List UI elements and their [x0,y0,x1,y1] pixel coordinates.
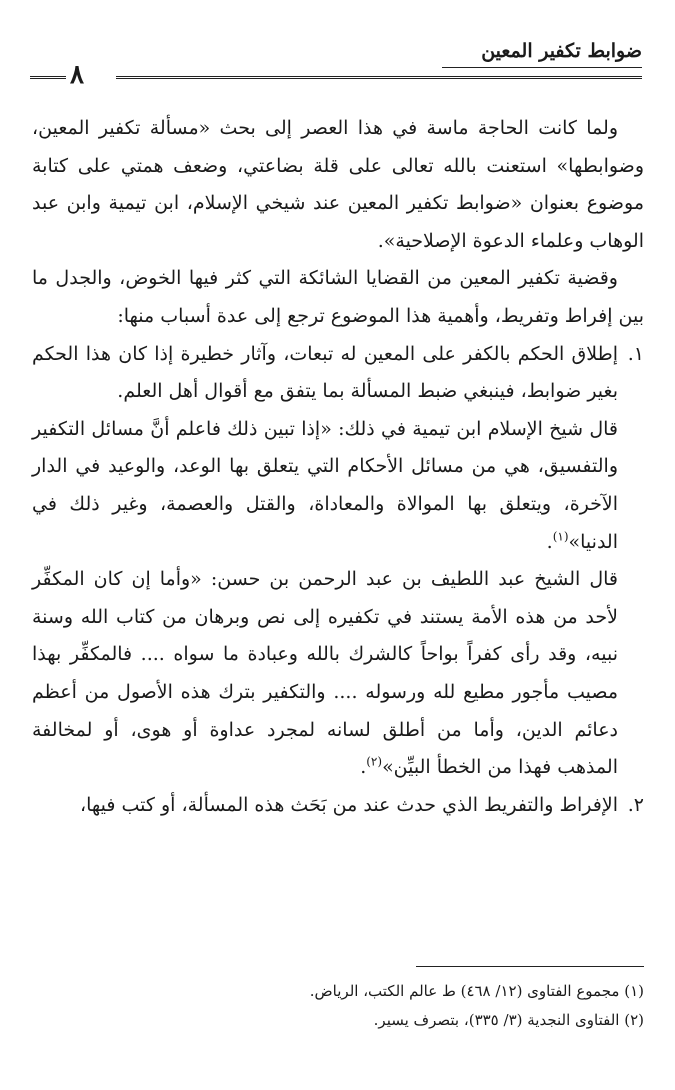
quote-text: قال الشيخ عبد اللطيف بن عبد الرحمن بن حسن: «وأما إن كان المكفِّر لأحد من هذه الأمة يستند في تكفيره إلى نص وبرهان من كتاب الله وسنة نبيه، وقد رأى كفراً بواحاً كالشرك بالله وعبادة ما سواه .... فالمكفِّر بهذا مصيب مأجور مطيع لله ورسوله .... والتكفير بترك هذه الأصول من أعظم دعائم الدين، وأما من أطلق لسانه لمجرد عداوة أو هوى، أو لمخالفة المذهب فهذا من الخطأ البيِّن» [32,568,618,779]
paragraph-importance: وقضية تكفير المعين من القضايا الشائكة التي كثر فيها الخوض، والجدل ما بين إفراط وتفريط، وأهمية هذا الموضوع ترجع إلى عدة أسباب منها: [32,267,644,327]
footnote-ref-2: (٢) [366,754,383,769]
quote-ibn-taymiyyah: قال شيخ الإسلام ابن تيمية في ذلك: «إذا تبين ذلك فاعلم أنَّ مسائل التكفير والتفسيق، هي من مسائل الأحكام التي يتعلق بها الوعد، والوعيد في الدار الآخرة، ويتعلق بها الموالاة والمعاداة، والقتل والعصمة، وغير ذلك في الدنيا»$^{(١)}$. [32,417,618,553]
body-text [32,110,644,824]
page-header [30,40,642,90]
quote-abdullatif: قال الشيخ عبد اللطيف بن عبد الرحمن بن حسن: «وأما إن كان المكفِّر لأحد من هذه الأمة يستند في تكفيره إلى نص وبرهان من كتاب الله وسنة نبيه، وقد رأى كفراً بواحاً كالشرك بالله وعبادة ما سواه .... فالمكفِّر بهذا مصيب مأجور مطيع لله ورسوله .... والتكفير بترك هذه الأصول من أعظم دعائم الدين، وأما من أطلق لسانه لمجرد عداوة أو هوى، أو لمخالفة المذهب فهذا من الخطأ البيِّن»$^{(٢)}$. [32,568,618,779]
list-item-2 [32,787,644,825]
header-rule-left [30,76,66,79]
footnote-2: (٢) الفتاوى النجدية (٣/ ٣٣٥)، بتصرف يسير. [373,1011,644,1029]
page-number: ٨ [70,60,84,90]
title-underline [442,67,642,68]
list-item-number: ١. [627,342,644,365]
quote-text: قال شيخ الإسلام ابن تيمية في ذلك: «إذا تبين ذلك فاعلم أنَّ مسائل التكفير والتفسيق، هي من مسائل الأحكام التي يتعلق بها الوعد، والوعيد في الدار الآخرة، ويتعلق بها الموالاة والمعاداة، والقتل والعصمة، وغير ذلك في الدنيا» [32,417,618,553]
header-rule [116,76,642,79]
list-item-text: الإفراط والتفريط الذي حدث عند من بَحَث هذه المسألة، أو كتب فيها، [79,793,618,816]
footnote-separator [416,966,644,967]
list-item-text: إطلاق الحكم بالكفر على المعين له تبعات، وآثار خطيرة إذا كان هذا الحكم بغير ضوابط، فينبغي ضبط المسألة بما يتفق مع أقوال أهل العلم. [32,342,618,403]
footnote-ref-1: (١) [552,529,569,544]
list-item-1 [32,336,644,411]
list-item-number: ٢. [627,793,644,816]
footnote-1: (١) مجموع الفتاوى (١٢/ ٤٦٨) ط عالم الكتب، الرياض. [309,982,644,1000]
footnotes [40,966,644,1035]
running-title: ضوابط تكفير المعين [481,40,642,62]
paragraph-intro: ولما كانت الحاجة ماسة في هذا العصر إلى بحث «مسألة تكفير المعين، وضوابطها» استعنت بالله تعالى على قلة بضاعتي، وضعف همتي على كتابة موضوع بعنوان «ضوابط تكفير المعين عند شيخي الإسلام، ابن تيمية وابن عبد الوهاب وعلماء الدعوة الإصلاحية». [32,117,644,252]
